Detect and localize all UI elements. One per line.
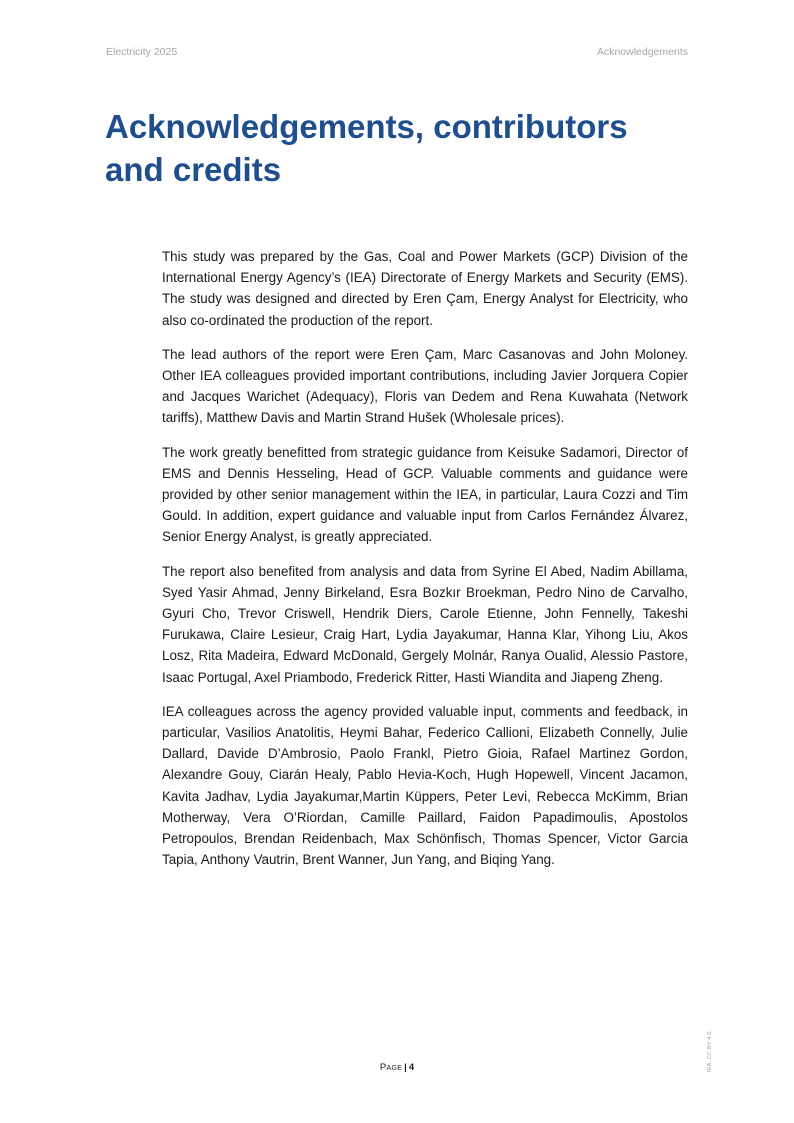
paragraph-3: The work greatly benefitted from strategic guidance from Keisuke Sadamori, Director of EMS and Dennis Hesseling, Head of GCP. Valuable comments and guidance were provided by other senior management within the IEA, in particular, Laura Cozzi and Tim Gould. In addition, expert guidance and valuable input from Carlos Fernández Álvarez, Senior Energy Analyst, is greatly appreciated. xyxy=(162,444,688,545)
paragraph-2: The lead authors of the report were Eren Çam, Marc Casanovas and John Moloney. Other IEA colleagues provided important contributions, including Javier Jorquera Copier and Jacques Warichet (Adequacy), Floris van Dedem and Rena Kuwahata (Network tariffs), Matthew Davis and Martin Strand Hušek (Wholesale prices). xyxy=(162,346,688,426)
paragraph-5: IEA colleagues across the agency provided valuable input, comments and feedback, in particular, Vasilios Anatolitis, Heymi Bahar, Federico Callioni, Elizabeth Connelly, Julie Dallard, Davide D’Ambrosio, Paolo Frankl, Pietro Gioia, Rafael Martinez Gordon, Alexandre Gouy, Ciarán Healy, Pablo Hevia-Koch, Hugh Hopewell, Vincent Jacamon, Kavita Jadhav, Lydia Jayakumar,Martin Küppers, Peter Levi, Rebecca McKimm, Brian Motherway, Vera O’Riordan, Camille Paillard, Faidon Papadimoulis, Apostolos Petropoulos, Brendan Reidenbach, Max Schönfisch, Thomas Spencer, Victor Garcia Tapia, Anthony Vautrin, Brent Wanner, Jun Yang, and Biqing Yang. xyxy=(162,703,688,868)
license-note: IEA. CC BY 4.0. xyxy=(707,1029,713,1072)
header-section-title: Acknowledgements xyxy=(596,46,688,58)
page-title xyxy=(105,105,705,191)
page-separator: | xyxy=(404,1062,407,1073)
body-text xyxy=(162,246,688,883)
page-number: 4 xyxy=(408,1062,415,1073)
paragraph-4: The report also benefited from analysis and data from Syrine El Abed, Nadim Abillama, Syed Yasir Ahmad, Jenny Birkeland, Esra Bozkır Broekman, Pedro Nino de Carvalho, Gyuri Cho, Trevor Criswell, Hendrik Diers, Carole Etienne, John Fennelly, Takeshi Furukawa, Claire Lesieur, Craig Hart, Lydia Jayakumar, Hanna Klar, Yihong Liu, Akos Losz, Rita Madeira, Edward McDonald, Gergely Molnár, Ranya Oualid, Alessio Pastore, Isaac Portugal, Axel Priambodo, Frederick Ritter, Hasti Wiandita and Jiapeng Zheng. xyxy=(162,563,688,685)
page-title-line-2: and credits xyxy=(105,151,282,188)
page-label: Page xyxy=(379,1062,403,1073)
running-header xyxy=(106,46,688,62)
page-title-line-1: Acknowledgements, contributors xyxy=(105,108,628,145)
page-footer xyxy=(0,1062,794,1073)
header-report-title: Electricity 2025 xyxy=(106,46,178,58)
paragraph-1: This study was prepared by the Gas, Coal and Power Markets (GCP) Division of the International Energy Agency’s (IEA) Directorate of Energy Markets and Security (EMS). The study was designed and directed by Eren Çam, Energy Analyst for Electricity, who also co-ordinated the production of the report. xyxy=(162,249,688,328)
